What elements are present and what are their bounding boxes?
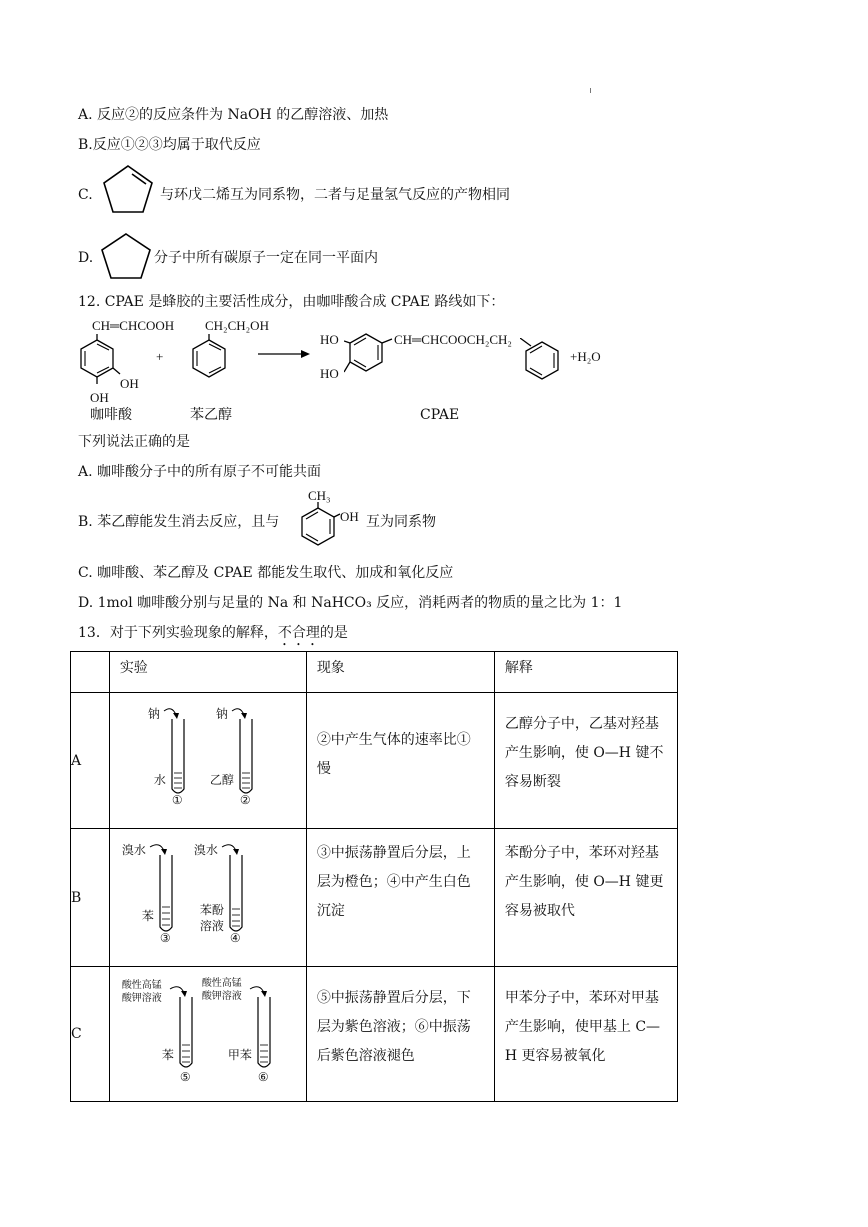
phenethyl-ring	[190, 334, 230, 384]
phenomenon-c: ⑤中振荡静置后分层，下层为紫色溶液；⑥中振荡后紫色溶液褪色	[306, 967, 494, 1102]
reagent-sodium-1: 钠	[147, 707, 160, 721]
phenethyl-chain: CH₂CH₂OH	[205, 318, 269, 333]
question-13-stem-prefix: 13．对于下列实验现象的解释，	[78, 625, 278, 641]
label-caffeic-acid: 咖啡酸	[90, 407, 132, 423]
tube-number-3: ③	[159, 931, 171, 945]
liquid-phenol: 苯酚	[199, 903, 224, 917]
option-11a: A. 反应②的反应条件为 NaOH 的乙醇溶液、加热	[78, 107, 389, 123]
cpae-phenyl-ring	[520, 338, 566, 384]
reagent-kmno4-1b: 酸钾溶液	[121, 993, 162, 1004]
tube-number-5: ⑤	[179, 1070, 191, 1084]
option-11d-prefix: D.	[78, 250, 94, 266]
liquid-benzene: 苯	[141, 909, 154, 923]
plus-sign: +	[156, 349, 164, 364]
option-12c: C. 咖啡酸、苯乙醇及 CPAE 都能发生取代、加成和氧化反应	[78, 565, 454, 581]
table-row	[71, 967, 678, 1102]
question-12-prompt: 下列说法正确的是	[78, 434, 190, 450]
caffeic-oh-2: OH	[90, 390, 109, 405]
explanation-a: 乙醇分子中，乙基对羟基产生影响，使 O—H 键不容易断裂	[494, 693, 677, 829]
liquid-toluene: 甲苯	[227, 1048, 252, 1062]
label-cpae: CPAE	[420, 407, 460, 423]
cyclopentene-structure	[96, 162, 158, 220]
cyclopentane-structure	[96, 230, 156, 284]
water-product: +H₂O	[570, 349, 601, 364]
phenomenon-b: ③中振荡静置后分层，上层为橙色；④中产生白色沉淀	[306, 829, 494, 967]
cresol-ch3: CH₃	[308, 488, 331, 503]
table-row	[71, 829, 678, 967]
option-11b: B.反应①②③均属于取代反应	[78, 137, 261, 153]
header-empty	[71, 652, 110, 693]
cpae-ho-2: HO	[320, 366, 339, 381]
liquid-water: 水	[153, 773, 166, 787]
reagent-sodium-2: 钠	[215, 707, 228, 721]
caffeic-acid-chain: CH═CHCOOH	[92, 318, 175, 333]
question-13-stem	[78, 623, 348, 649]
option-12a: A. 咖啡酸分子中的所有原子不可能共面	[78, 464, 322, 480]
option-11c-prefix: C.	[78, 187, 93, 203]
experiment-a-figure	[109, 693, 306, 829]
reagent-kmno4-1a: 酸性高锰	[121, 980, 162, 991]
table-row	[71, 693, 678, 829]
reaction-arrow	[258, 348, 310, 360]
reagent-kmno4-2a: 酸性高锰	[201, 978, 242, 989]
experiment-table	[70, 651, 678, 1102]
option-11d-text: 分子中所有碳原子一定在同一平面内	[154, 250, 378, 266]
tube-number-4: ④	[229, 931, 241, 945]
test-tubes-c	[110, 967, 306, 1100]
tube-number-6: ⑥	[257, 1070, 269, 1084]
tube-number-2: ②	[239, 793, 251, 807]
test-tubes-b	[110, 829, 306, 965]
corner-mark	[590, 88, 591, 93]
question-13-emphasis: 不合理	[277, 625, 320, 641]
explanation-c: 甲苯分子中，苯环对甲基产生影响，使甲基上 C—H 更容易被氧化	[494, 967, 677, 1102]
header-explanation: 解释	[494, 652, 677, 693]
liquid-phenol-solution: 溶液	[199, 919, 224, 933]
row-label-c: C	[71, 967, 110, 1102]
header-phenomenon: 现象	[306, 652, 494, 693]
option-12d: D. 1mol 咖啡酸分别与足量的 Na 和 NaHCO₃ 反应，消耗两者的物质的量之比为 1：1	[78, 595, 623, 611]
cpae-ho-1: HO	[320, 332, 339, 347]
o-cresol-structure	[296, 502, 342, 552]
row-label-a: A	[71, 693, 110, 829]
liquid-ethanol: 乙醇	[209, 773, 234, 787]
tube-number-1: ①	[171, 793, 183, 807]
row-label-b: B	[71, 829, 110, 967]
experiment-b-figure	[109, 829, 306, 967]
question-12-stem: 12. CPAE 是蜂胶的主要活性成分，由咖啡酸合成 CPAE 路线如下：	[78, 294, 505, 310]
label-phenethyl-alcohol: 苯乙醇	[190, 407, 232, 423]
reagent-bromine-water-1: 溴水	[121, 843, 146, 857]
table-header-row	[71, 652, 678, 693]
option-12b-prefix: B. 苯乙醇能发生消去反应，且与	[78, 514, 280, 530]
test-tubes-a	[110, 693, 306, 827]
reagent-kmno4-2b: 酸钾溶液	[201, 991, 242, 1002]
header-experiment: 实验	[109, 652, 306, 693]
caffeic-oh-1: OH	[120, 376, 139, 391]
cpae-chain: CH═CHCOOCH₂CH₂	[394, 332, 512, 347]
question-13-stem-suffix: 的是	[319, 625, 348, 641]
option-12b-suffix: 互为同系物	[366, 514, 436, 530]
phenomenon-a: ②中产生气体的速率比①慢	[306, 693, 494, 829]
option-11c-text: 与环戊二烯互为同系物，二者与足量氢气反应的产物相同	[160, 187, 510, 203]
cpae-catechol-ring	[344, 330, 394, 382]
explanation-b: 苯酚分子中，苯环对羟基产生影响，使 O—H 键更容易被取代	[494, 829, 677, 967]
reagent-bromine-water-2: 溴水	[193, 843, 218, 857]
cresol-oh: OH	[340, 509, 359, 524]
liquid-benzene-c: 苯	[161, 1048, 174, 1062]
experiment-c-figure	[109, 967, 306, 1102]
